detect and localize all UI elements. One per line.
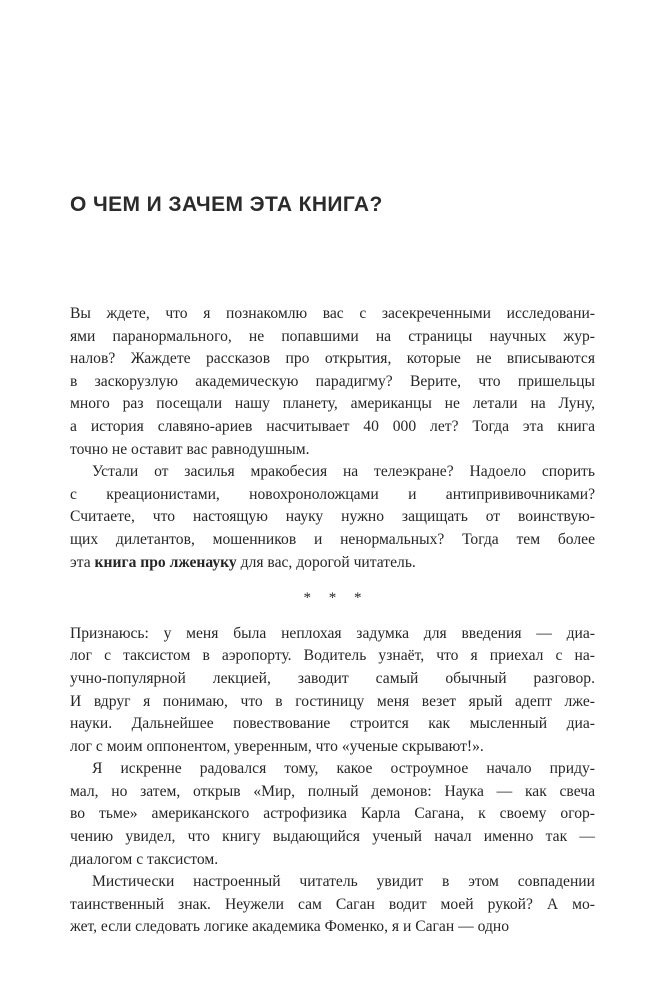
text-line: жет, если следовать логике академика Фоменко, я и Саган — одно (70, 918, 510, 936)
text-line: науки. Дальнейшее повествование строится как мысленный диа- (70, 715, 595, 733)
body-text (70, 303, 595, 939)
text-line: щих дилетантов, мошенников и ненормальных? Тогда тем более (70, 530, 595, 548)
paragraph (70, 303, 595, 461)
text-line: таинственный знак. Неужели сам Саган водит моей рукой? А мо- (70, 895, 595, 913)
paragraph (70, 623, 595, 759)
text-line: налов? Жаждете рассказов про открытия, которые не вписываются (70, 350, 595, 368)
text-line: Устали от засилья мракобесия на телеэкране? Надоело спорить (92, 463, 595, 481)
chapter-title: О ЧЕМ И ЗАЧЕМ ЭТА КНИГА? (70, 193, 383, 216)
text-line: Я искренне радовался тому, какое остроумное начало приду- (92, 760, 595, 778)
text-line: с креационистами, новохроноложцами и антипрививочниками? (70, 485, 595, 503)
text-line: чению увидел, что книгу выдающийся ученый начал именно так — (70, 828, 595, 846)
text-line: Мистически настроенный читатель увидит в этом совпадении (92, 873, 595, 891)
text-line: И вдруг я понимаю, что в гостиницу меня везет ярый адепт лже- (70, 692, 595, 710)
text-line: диалогом с таксистом. (70, 850, 219, 868)
text-line: Считаете, что настоящую науку нужно защищать от воинствую- (70, 508, 595, 526)
paragraph (70, 758, 595, 871)
text-line: точно не оставит вас равнодушным. (70, 440, 310, 458)
text-line: много раз посещали нашу планету, американцы не летали на Луну, (70, 395, 595, 413)
text-line: а история славяно-ариев насчитывает 40 000 лет? Тогда эта книга (70, 417, 595, 435)
text-line: лог с моим оппонентом, уверенным, что «ученые скрывают!». (70, 737, 484, 755)
text-line: во тьме» американского астрофизика Карла Сагана, к своему огор- (70, 805, 595, 823)
page-content (70, 0, 595, 939)
text-line: в заскорузлую академическую парадигму? Верите, что пришельцы (70, 372, 595, 390)
text-line: мал, но затем, открыв «Мир, полный демонов: Наука — как свеча (70, 782, 595, 800)
text-line: Признаюсь: у меня была неплохая задумка для введения — диа- (70, 624, 595, 642)
paragraph (70, 461, 595, 574)
text-line: учно-популярной лекцией, заводит самый обычный разговор. (70, 669, 595, 687)
paragraph (70, 871, 595, 939)
text-line: эта книга про лженауку для вас, дорогой читатель. (70, 553, 416, 571)
text-line: ями паранормального, не попавшими на страницы научных жур- (70, 327, 595, 345)
section-separator: * * * (303, 590, 369, 607)
text-line: Вы ждете, что я познакомлю вас с засекреченными исследовани- (70, 305, 595, 322)
text-line: лог с таксистом в аэропорту. Водитель узнаёт, что я приехал с на- (70, 647, 595, 665)
